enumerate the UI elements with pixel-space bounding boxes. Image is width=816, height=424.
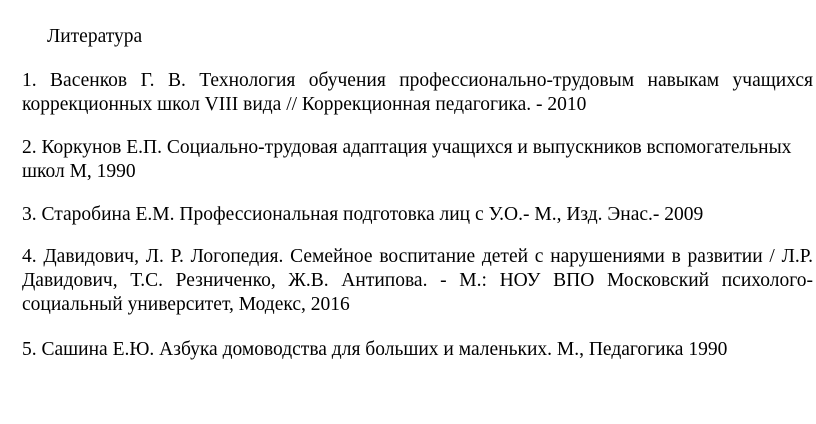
reference-line: школ М, 1990: [22, 161, 136, 182]
reference-item-3: [22, 203, 813, 227]
reference-line: социальный университет, Модекс, 2016: [22, 294, 350, 315]
reference-line: 5. Сашина Е.Ю. Азбука домоводства для больших и маленьких. М., Педагогика 1990: [22, 339, 728, 360]
reference-item-4: [22, 245, 813, 317]
reference-line: Давидович, Т.С. Резниченко, Ж.В. Антипова. - М.: НОУ ВПО Московский психолого-: [22, 270, 813, 291]
reference-line: 1. Васенков Г. В. Технология обучения профессионально-трудовым навыкам учащихся: [22, 70, 813, 91]
page-title: Литература: [47, 26, 143, 47]
reference-line: коррекционных школ VIII вида // Коррекционная педагогика. - 2010: [22, 94, 587, 115]
reference-item-5: [22, 338, 813, 362]
reference-line: 4. Давидович, Л. Р. Логопедия. Семейное воспитание детей с нарушениями в развитии / Л.Р.: [22, 246, 813, 267]
reference-item-2: [22, 136, 813, 184]
reference-line: 2. Коркунов Е.П. Социально-трудовая адаптация учащихся и выпускников вспомогательных: [22, 137, 792, 158]
reference-item-1: [22, 69, 813, 117]
reference-line: 3. Старобина Е.М. Профессиональная подготовка лиц с У.О.- М., Изд. Энас.- 2009: [22, 204, 704, 225]
